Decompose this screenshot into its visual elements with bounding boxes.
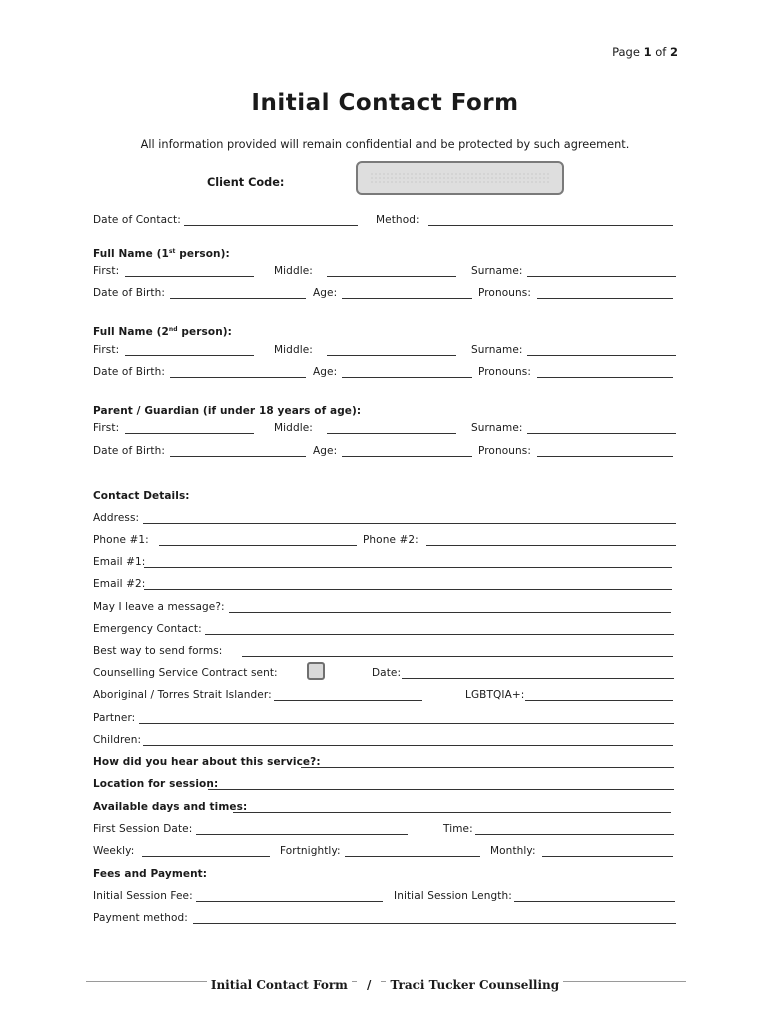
guardian-heading: Parent / Guardian (if under 18 years of age):: [93, 405, 362, 417]
children-label: Children:: [93, 734, 142, 746]
person1-heading: [93, 248, 230, 260]
initial-fee-field[interactable]: [196, 901, 383, 902]
leave-message-label: May I leave a message?:: [93, 601, 225, 613]
availability-field[interactable]: [233, 812, 671, 813]
time-label: Time:: [443, 823, 473, 835]
person2-heading-suffix: person):: [177, 326, 232, 338]
page-current: 1: [643, 45, 652, 59]
person2-dob-field[interactable]: [170, 377, 306, 378]
best-way-field[interactable]: [242, 656, 673, 657]
first-session-label: First Session Date:: [93, 823, 193, 835]
fortnightly-field[interactable]: [345, 856, 480, 857]
hear-about-field[interactable]: [301, 767, 674, 768]
leave-message-field[interactable]: [229, 612, 671, 613]
children-field[interactable]: [143, 745, 673, 746]
emergency-contact-label: Emergency Contact:: [93, 623, 202, 635]
guardian-age-label: Age:: [313, 445, 338, 457]
initial-length-field[interactable]: [514, 901, 675, 902]
first-session-field[interactable]: [196, 834, 408, 835]
fees-heading: Fees and Payment:: [93, 868, 208, 880]
aboriginal-field[interactable]: [274, 700, 422, 701]
guardian-first-label: First:: [93, 422, 120, 434]
page-of: of: [655, 45, 667, 59]
best-way-label: Best way to send forms:: [93, 645, 223, 657]
footer-practice-name: Traci Tucker Counselling: [386, 978, 563, 992]
person2-middle-label: Middle:: [274, 344, 313, 356]
method-field[interactable]: [428, 225, 673, 226]
aboriginal-label: Aboriginal / Torres Strait Islander:: [93, 689, 272, 701]
person2-heading: [93, 326, 232, 338]
guardian-middle-label: Middle:: [274, 422, 313, 434]
guardian-surname-label: Surname:: [471, 422, 523, 434]
email2-label: Email #2:: [93, 578, 146, 590]
guardian-dob-label: Date of Birth:: [93, 445, 166, 457]
person2-heading-sup: nd: [168, 326, 178, 333]
lgbtqia-field[interactable]: [525, 700, 673, 701]
person1-heading-suffix: person):: [175, 248, 230, 260]
contract-date-label: Date:: [372, 667, 402, 679]
footer-separator: /: [357, 978, 381, 992]
monthly-label: Monthly:: [490, 845, 536, 857]
monthly-field[interactable]: [542, 856, 673, 857]
weekly-field[interactable]: [142, 856, 270, 857]
email2-field[interactable]: [144, 589, 672, 590]
person2-first-field[interactable]: [125, 355, 254, 356]
client-code-field-fill: [370, 172, 550, 184]
person2-dob-label: Date of Birth:: [93, 366, 166, 378]
confidentiality-note: All information provided will remain confidential and be protected by such agreement.: [140, 138, 630, 151]
person2-pronouns-field[interactable]: [537, 377, 673, 378]
person2-age-label: Age:: [313, 366, 338, 378]
address-field[interactable]: [143, 523, 676, 524]
guardian-age-field[interactable]: [342, 456, 472, 457]
date-of-contact-field[interactable]: [184, 225, 358, 226]
weekly-label: Weekly:: [93, 845, 135, 857]
guardian-pronouns-field[interactable]: [537, 456, 673, 457]
partner-label: Partner:: [93, 712, 136, 724]
person1-dob-label: Date of Birth:: [93, 287, 166, 299]
person2-pronouns-label: Pronouns:: [478, 366, 531, 378]
email1-label: Email #1:: [93, 556, 146, 568]
client-code-field[interactable]: [356, 161, 564, 195]
person1-first-field[interactable]: [125, 276, 254, 277]
person1-dob-field[interactable]: [170, 298, 306, 299]
footer: [0, 974, 770, 993]
person2-first-label: First:: [93, 344, 120, 356]
time-field[interactable]: [475, 834, 674, 835]
guardian-surname-field[interactable]: [527, 433, 676, 434]
address-label: Address:: [93, 512, 140, 524]
email1-field[interactable]: [144, 567, 672, 568]
phone1-field[interactable]: [159, 545, 357, 546]
phone2-label: Phone #2:: [363, 534, 419, 546]
guardian-first-field[interactable]: [125, 433, 254, 434]
person1-heading-prefix: Full Name (1: [93, 248, 169, 260]
person2-surname-field[interactable]: [527, 355, 676, 356]
contact-details-heading: Contact Details:: [93, 490, 190, 502]
method-label: Method:: [376, 214, 420, 226]
availability-label: Available days and times:: [93, 801, 248, 813]
guardian-middle-field[interactable]: [327, 433, 456, 434]
person1-heading-sup: st: [168, 248, 176, 255]
person2-surname-label: Surname:: [471, 344, 523, 356]
partner-field[interactable]: [139, 723, 674, 724]
page-title: Initial Contact Form: [251, 90, 519, 116]
client-code-label: Client Code:: [207, 176, 285, 189]
guardian-pronouns-label: Pronouns:: [478, 445, 531, 457]
footer-form-name: Initial Contact Form: [207, 978, 352, 992]
person2-age-field[interactable]: [342, 377, 472, 378]
person1-surname-label: Surname:: [471, 265, 523, 277]
person1-age-field[interactable]: [342, 298, 472, 299]
person2-heading-prefix: Full Name (2: [93, 326, 169, 338]
lgbtqia-label: LGBTQIA+:: [465, 689, 525, 701]
person1-first-label: First:: [93, 265, 120, 277]
guardian-dob-field[interactable]: [170, 456, 306, 457]
person1-middle-label: Middle:: [274, 265, 313, 277]
page-total: 2: [669, 45, 678, 59]
person2-middle-field[interactable]: [327, 355, 456, 356]
person1-middle-field[interactable]: [327, 276, 456, 277]
location-label: Location for session:: [93, 778, 219, 790]
payment-method-field[interactable]: [193, 923, 676, 924]
payment-method-label: Payment method:: [93, 912, 188, 924]
page-prefix: Page: [612, 45, 640, 59]
page-number: [612, 45, 678, 59]
person1-pronouns-field[interactable]: [537, 298, 673, 299]
hear-about-label: How did you hear about this service?:: [93, 756, 321, 768]
date-of-contact-label: Date of Contact:: [93, 214, 181, 226]
fortnightly-label: Fortnightly:: [280, 845, 341, 857]
location-field[interactable]: [208, 789, 674, 790]
contract-date-field[interactable]: [402, 678, 674, 679]
initial-fee-label: Initial Session Fee:: [93, 890, 193, 902]
phone1-label: Phone #1:: [93, 534, 149, 546]
contract-sent-checkbox[interactable]: [307, 662, 325, 680]
person1-pronouns-label: Pronouns:: [478, 287, 531, 299]
person1-age-label: Age:: [313, 287, 338, 299]
emergency-contact-field[interactable]: [205, 634, 674, 635]
contract-sent-label: Counselling Service Contract sent:: [93, 667, 278, 679]
phone2-field[interactable]: [426, 545, 676, 546]
initial-length-label: Initial Session Length:: [394, 890, 512, 902]
person1-surname-field[interactable]: [527, 276, 676, 277]
